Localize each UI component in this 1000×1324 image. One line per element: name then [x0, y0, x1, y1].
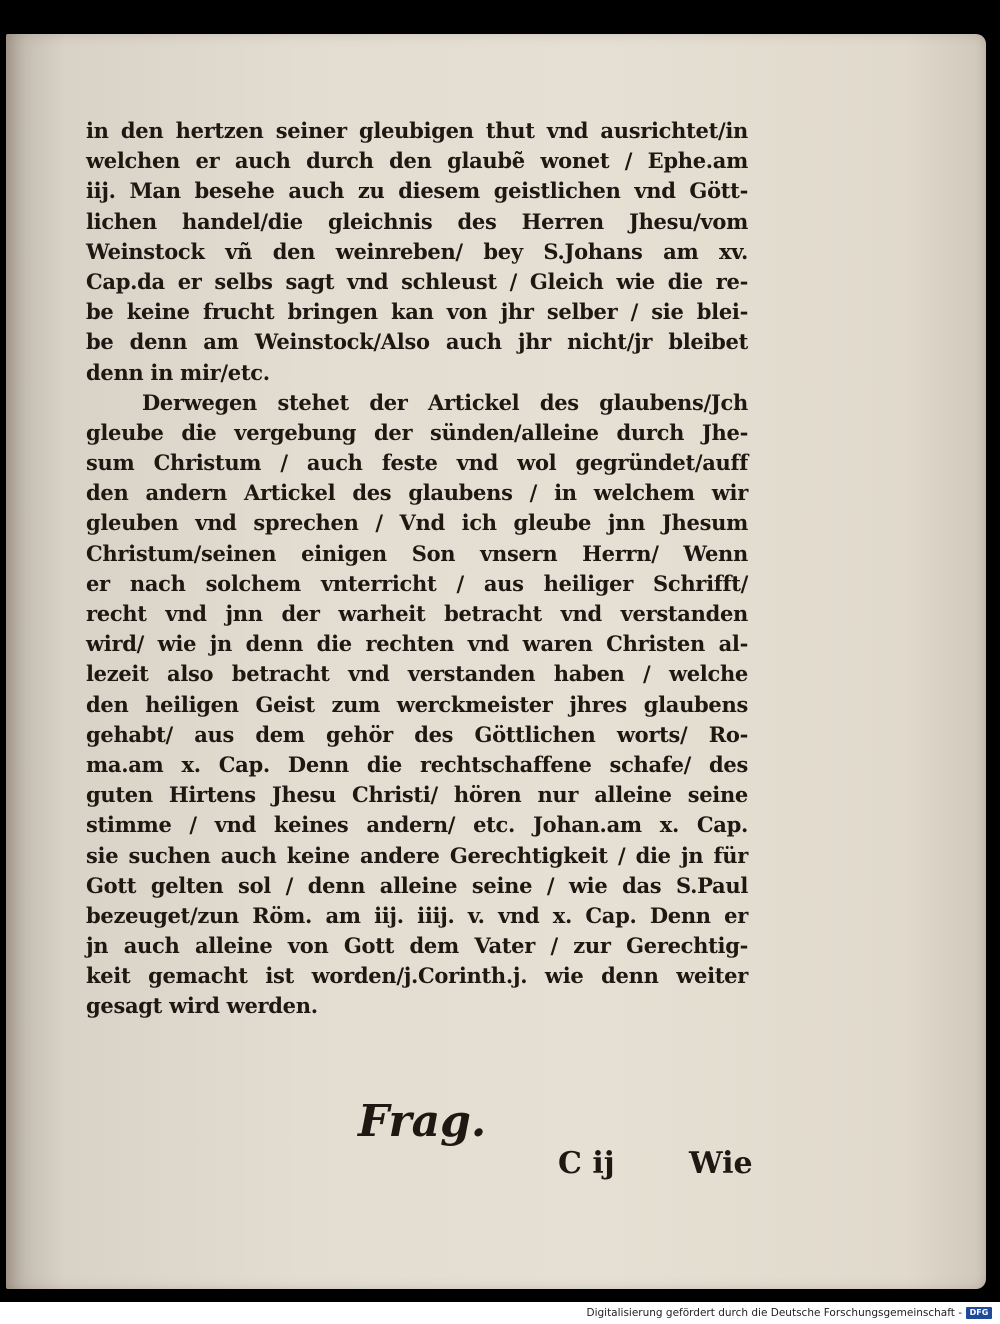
text-line: recht vnd jnn der warheit betracht vnd verstanden	[86, 601, 748, 626]
printer-signature: C ij	[558, 1146, 615, 1181]
text-line: sie suchen auch keine andere Gerechtigkeit / die jn für	[86, 842, 748, 868]
digitization-footer	[0, 1302, 1000, 1324]
text-line: guten Hirtens Jhesu Christi/ hören nur alleine seine	[86, 782, 748, 808]
book-page	[6, 34, 986, 1289]
text-line: be keine frucht bringen kan von jhr selber / sie blei-	[86, 299, 748, 325]
text-line: er nach solchem vnterricht / aus heiliger Schrifft/	[86, 570, 748, 596]
text-line: gesagt wird werden.	[86, 993, 318, 1019]
text-line: be denn am Weinstock/Also auch jhr nicht/jr bleibet	[86, 329, 748, 355]
text-line: bezeuget/zun Röm. am iij. iiij. v. vnd x. Cap. Denn er	[86, 902, 748, 928]
text-line: iij. Man besehe auch zu diesem geistlichen vnd Gött-	[86, 178, 748, 204]
text-line: Cap.da er selbs sagt vnd schleust / Gleich wie die re-	[86, 268, 748, 294]
footer-credit: Digitalisierung gefördert durch die Deutsche Forschungsgemeinschaft -	[586, 1307, 962, 1319]
catchword: Wie	[689, 1146, 753, 1181]
text-line: gleuben vnd sprechen / Vnd ich gleube jnn Jhesum	[86, 510, 748, 536]
text-line: Christum/seinen einigen Son vnsern Herrn/ Wenn	[86, 540, 748, 566]
text-line: wird/ wie jn denn die rechten vnd waren Christen al-	[86, 631, 748, 657]
section-heading: Frag.	[358, 1096, 487, 1147]
text-line: welchen er auch durch den glaubẽ wonet / Ephe.am	[86, 148, 748, 174]
text-line: keit gemacht ist worden/j.Corinth.j. wie denn weiter	[86, 963, 748, 989]
text-line: ma.am x. Cap. Denn die rechtschaffene schafe/ des	[86, 751, 748, 777]
text-line: Derwegen stehet der Artickel des glaubens/Jch	[142, 389, 748, 415]
text-line: lichen handel/die gleichnis des Herren Jhesu/vom	[86, 208, 748, 234]
text-line: jn auch alleine von Gott dem Vater / zur Gerechtig-	[86, 933, 748, 959]
text-line: denn in mir/etc.	[86, 359, 270, 385]
text-line: den heiligen Geist zum werckmeister jhres glaubens	[86, 691, 748, 717]
text-line: gleube die vergebung der sünden/alleine durch Jhe-	[86, 419, 748, 445]
dfg-logo-icon: DFG	[966, 1307, 992, 1319]
text-line: Gott gelten sol / denn alleine seine / wie das S.Paul	[86, 872, 748, 898]
page-body	[86, 116, 748, 1022]
text-line: sum Christum / auch feste vnd wol gegründet/auff	[86, 450, 748, 476]
text-line: Weinstock vñ den weinreben/ bey S.Johans am xv.	[86, 238, 748, 264]
text-line: den andern Artickel des glaubens / in welchem wir	[86, 480, 748, 506]
text-line: gehabt/ aus dem gehör des Göttlichen worts/ Ro-	[86, 721, 748, 747]
text-line: stimme / vnd keines andern/ etc. Johan.am x. Cap.	[86, 812, 748, 838]
text-line: lezeit also betracht vnd verstanden haben / welche	[86, 661, 748, 687]
text-line: in den hertzen seiner gleubigen thut vnd ausrichtet/in	[86, 118, 748, 143]
